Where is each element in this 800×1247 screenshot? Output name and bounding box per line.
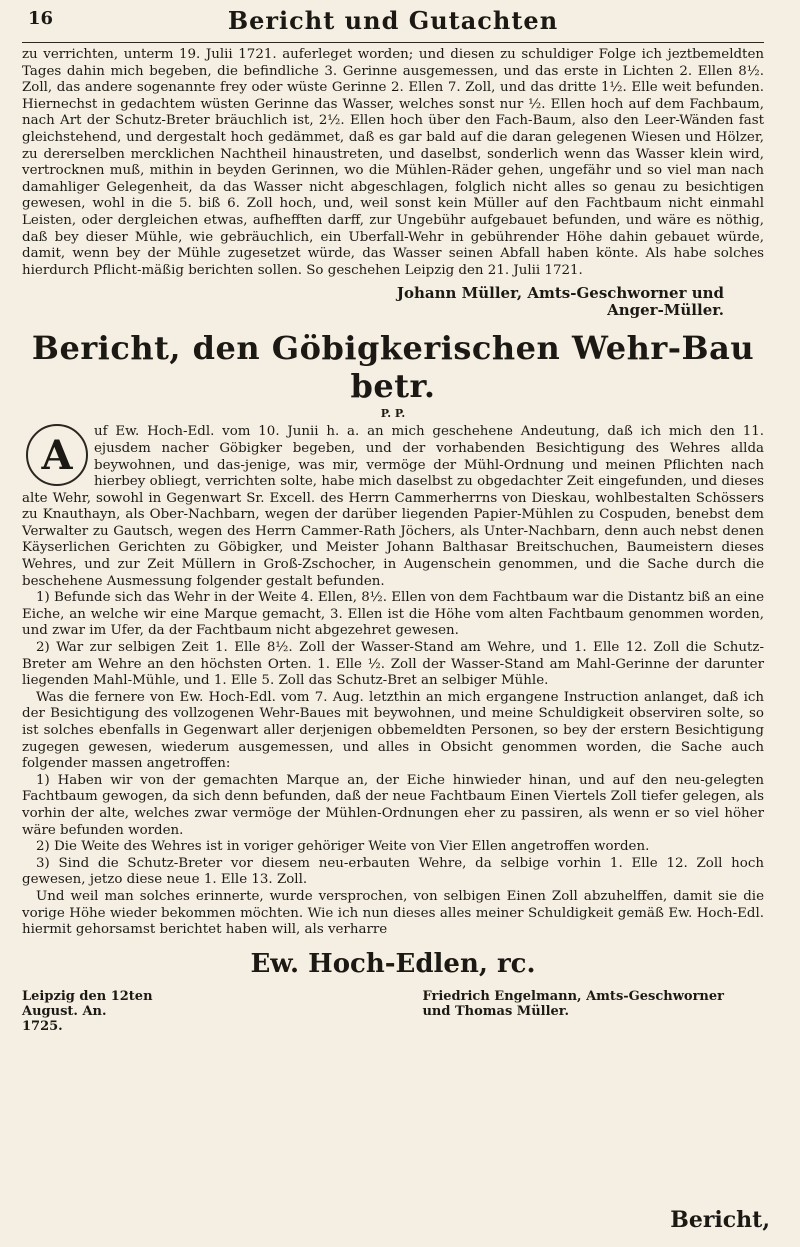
finding-item: 1) Befunde sich das Wehr in der Weite 4. Ellen, 8½. Ellen von dem Fachtbaum war die Distantz biß an eine Eiche, an welche wir eine Marque gemacht, 3. Ellen ist die Höhe vom alten Fachtbaum genommen worden, und zwar im Ufer, da der Fachtbaum nicht abgezehret gewesen. [22, 590, 764, 639]
drop-cap: A [26, 424, 88, 486]
section-body [22, 424, 764, 590]
page-header [22, 0, 764, 43]
closing-row [22, 949, 764, 979]
signature-title: Anger-Müller. [607, 301, 724, 320]
section-title: Bericht, den Göbigkerischen Wehr-Bau betr. [31, 329, 755, 406]
section-paragraph: uf Ew. Hoch-Edl. vom 10. Junii h. a. an mich geschehene Andeutung, daß ich mich den 11. ejusdem nacher Göbigker begeben, und der vorhabenden Besichtigung des Wehres allda beywohnen, und das-jenige, was mir, vermöge der Mühl-Ordnung und meinen Pflichten nach hierbey obliegt, verrichten solte, habe mich daselbst zu obgedachter Zeit eingefunden, und dieses alte Wehr, sowohl in Gegenwart Sr. Excell. des Herrn Cammerherrns von Dieskau, wohlbestalten Schössers zu Knauthayn, als Ober-Nachbarn, wegen der darüber liegenden Papier-Mühlen zu Cospuden, benebst dem Verwalter zu Gautsch, wegen des Herrn Cammer-Rath Jöchers, als Unter-Nachbarn, denn auch nebst denen Käyserlichen Gerichten zu Göbigker, und Meister Johann Balthasar Breitschuchen, Baumeistern dieses Wehres, und zur Zeit Müllern in Groß-Zschocher, in Augenschein genommen, und die Sache durch die beschehene Ausmessung folgender gestalt befunden. [22, 424, 764, 589]
running-title: Bericht und Gutachten [227, 6, 559, 35]
place-date-line: August. An. [22, 1003, 107, 1019]
signer-line: und Thomas Müller. [422, 1003, 569, 1019]
closing-salutation: Ew. Hoch-Edlen, rc. [250, 948, 536, 979]
finding-item: 3) Sind die Schutz-Breter vor diesem neu-erbauten Wehre, da selbige vorhin 1. Elle 12. Zoll hoch gewesen, jetzo diese neue 1. Elle 13. Zoll. [22, 855, 764, 888]
pp-mark: P. P. [380, 407, 406, 421]
signature-name: Johann Müller, Amts-Geschworner und [396, 284, 724, 303]
finding-item: 1) Haben wir von der gemachten Marque an, der Eiche hinwieder hinan, und auf den neu-gelegten Fachtbaum gewogen, da sich denn befunden, daß der neue Fachtbaum Einen Viertels Zoll tiefer gelegen, als vorhin der alte, welches zwar vermöge der Mühlen-Ordnungen eher zu passiren, als wenn er so viel höher wäre befunden worden. [22, 772, 764, 838]
place-date-line: 1725. [22, 1018, 63, 1034]
final-paragraph: Und weil man solches erinnerte, wurde versprochen, von selbigen Einen Zoll abzuhelffen, damit sie die vorige Höhe wieder bekommen möchten. Wie ich nun dieses alles meiner Schuldigkeit gemäß Ew. Hoch-Edl. hiermit gehorsamst berichtet haben will, als verharre [22, 888, 764, 938]
place-date-line: Leipzig den 12ten [22, 988, 153, 1004]
intro-paragraph: zu verrichten, unterm 19. Julii 1721. auferleget worden; und diesen zu schuldiger Folge ich jeztbemeldten Tages dahin mich begeben, die befindliche 3. Gerinne ausgemessen, und das erste in Lichten 2. Ellen 8½. Zoll, das andere sogenannte frey oder wüste Gerinne 2. Ellen 7. Zoll, und das dritte 1½. Elle weit befunden. Hiernechst in gedachtem wüsten Gerinne das Wasser, welches sonst nur ½. Ellen hoch auf dem Fachbaum, nach Art der Schutz-Breter bräuchlich ist, 2½. Ellen hoch über den Fach-Baum, also den Leer-Wänden fast gleichstehend, und dergestalt hoch gedämmet, daß es gar bald auf die daran gelegenen Wiesen und Hölzer, zu dererselben mercklichen Nachtheil hinaustreten, und daselbst, sonderlich wenn das Wasser klein wird, vertrocknen muß, mithin in beyden Gerinnen, wo die Mühlen-Räder gehen, ungefähr und so viel man nach damahliger Gelegenheit, da das Wasser nicht abgeschlagen, folglich nicht alles so genau zu besichtigen gewesen, wohl in die 5. biß 6. Zoll hoch, und, weil sonst kein Müller auf den Fachtbaum nicht einmahl Leisten, oder dergleichen etwas, aufhefften darff, zur Ungebühr aufgebauet befunden, und wäre es nöthig, daß bey dieser Mühle, wie gebräuchlich, ein Uberfall-Wehr in gebührender Höhe dahin gebauet würde, damit, wenn bey der Mühle zugesetzet würde, das Wasser seinen Abfall haben könte. Als habe solches hierdurch Pflicht-mäßig berichten sollen. So geschehen Leipzig den 21. Julii 1721. [22, 47, 764, 278]
catchword: Bericht, [670, 1207, 770, 1233]
page-number: 16 [28, 8, 54, 29]
signature-block-1 [22, 285, 724, 319]
finding-item: 2) Die Weite des Wehres ist in voriger gehöriger Weite von Vier Ellen angetroffen worden. [36, 839, 650, 855]
middle-paragraph: Was die fernere von Ew. Hoch-Edl. vom 7. Aug. letzthin an mich ergangene Instruction anlanget, daß ich der Besichtigung des vollzogenen Wehr-Baues mit beywohnen, und meine Schuldigkeit observiren solte, so ist solches ebenfalls in Gegenwart aller derjenigen obbemeldten Personen, so bey der erstern Besichtigung zugegen gewesen, wiederum ausgemessen, und alles in Obsicht genommen worden, die Sache auch folgender massen angetroffen: [22, 689, 764, 772]
signers [422, 989, 724, 1034]
finding-item: 2) War zur selbigen Zeit 1. Elle 8½. Zoll der Wasser-Stand am Wehre, und 1. Elle 12. Zoll die Schutz-Breter am Wehre an den höchsten Orten. 1. Elle ½. Zoll der Wasser-Stand am Mahl-Gerinne der darunter liegenden Mahl-Mühle, und 1. Elle 5. Zoll das Schutz-Bret an selbiger Mühle. [22, 640, 764, 689]
footer [22, 989, 764, 1034]
signer-line: Friedrich Engelmann, Amts-Geschworner [422, 988, 724, 1004]
place-date [22, 989, 153, 1034]
